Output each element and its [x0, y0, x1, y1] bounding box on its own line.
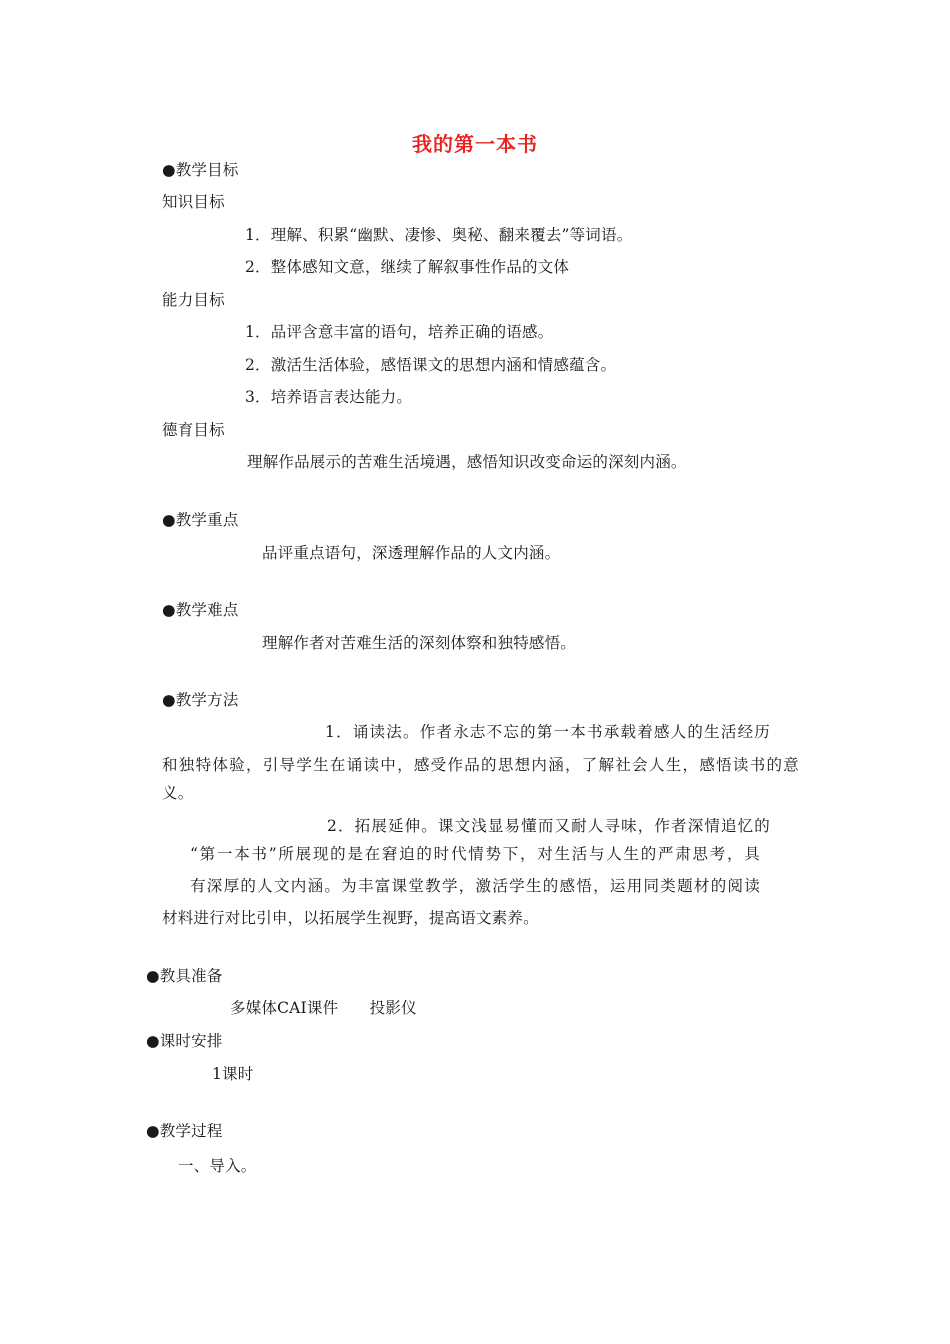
page-title: 我的第一本书 — [412, 132, 538, 156]
method-1-line-1: 1．诵读法。作者永志不忘的第一本书承载着感人的生活经历 — [325, 723, 770, 741]
objectives-heading: ●教学目标 — [162, 161, 239, 179]
equipment-text: 多媒体CAI课件 投影仪 — [230, 999, 417, 1017]
method-2-line-2: “第一本书”所展现的是在窘迫的时代情势下，对生活与人生的严肃思考，具 — [190, 845, 760, 863]
difficulties-text: 理解作者对苦难生活的深刻体察和独特感悟。 — [262, 634, 577, 652]
knowledge-heading: 知识目标 — [162, 193, 225, 211]
process-step-1: 一、导入。 — [178, 1157, 257, 1175]
methods-heading: ●教学方法 — [162, 691, 239, 709]
knowledge-item-1: 1．理解、积累“幽默、凄惨、奥秘、翻来覆去”等词语。 — [245, 226, 633, 244]
schedule-text: 1课时 — [212, 1065, 254, 1083]
method-2-line-3: 有深厚的人文内涵。为丰富课堂教学，激活学生的感悟，运用同类题材的阅读 — [190, 877, 760, 895]
ability-heading: 能力目标 — [162, 291, 225, 309]
key-points-text: 品评重点语句，深透理解作品的人文内涵。 — [262, 544, 561, 562]
ability-item-3: 3．培养语言表达能力。 — [245, 388, 413, 406]
schedule-heading: ●课时安排 — [146, 1032, 223, 1050]
method-2-line-4: 材料进行对比引申，以拓展学生视野，提高语文素养。 — [162, 909, 539, 927]
difficulties-heading: ●教学难点 — [162, 601, 239, 619]
knowledge-item-2: 2．整体感知文意，继续了解叙事性作品的文体 — [245, 258, 570, 276]
method-1-line-3: 义。 — [162, 784, 194, 802]
key-points-heading: ●教学重点 — [162, 511, 239, 529]
equipment-heading: ●教具准备 — [146, 967, 223, 985]
ability-item-1: 1．品评含意丰富的语句，培养正确的语感。 — [245, 323, 554, 341]
process-heading: ●教学过程 — [146, 1122, 223, 1140]
ability-item-2: 2．激活生活体验，感悟课文的思想内涵和情感蕴含。 — [245, 356, 617, 374]
method-2-line-1: 2．拓展延伸。课文浅显易懂而又耐人寻味，作者深情追忆的 — [327, 817, 770, 835]
moral-heading: 德育目标 — [162, 421, 225, 439]
moral-text: 理解作品展示的苦难生活境遇，感悟知识改变命运的深刻内涵。 — [247, 453, 687, 471]
method-1-line-2: 和独特体验，引导学生在诵读中，感受作品的思想内涵，了解社会人生，感悟读书的意 — [162, 756, 799, 774]
